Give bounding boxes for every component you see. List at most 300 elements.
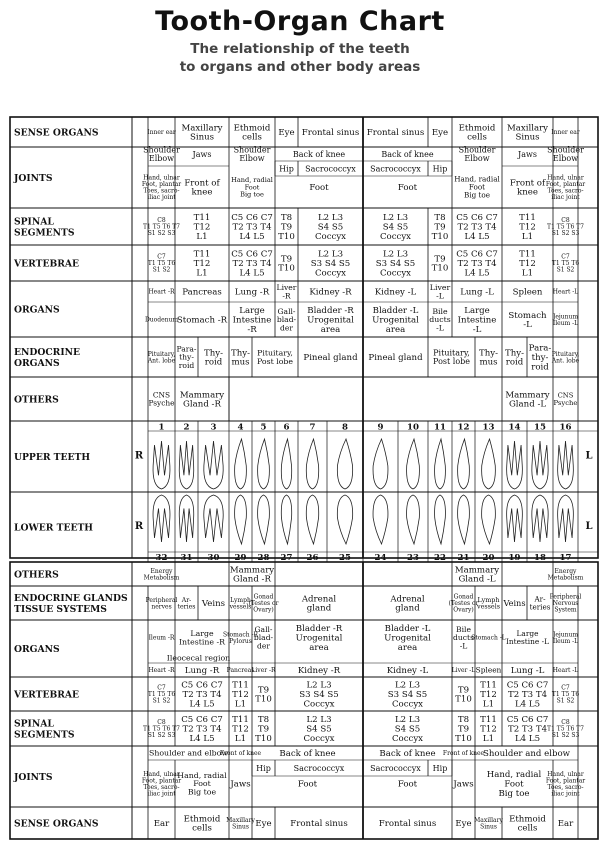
- top-joint-shoulder-elbow-2: Shoulder: [233, 145, 271, 155]
- bottom-organ-b-kidney-l-5: Kidney -L: [386, 666, 429, 677]
- bottom-spinal-c8-t1-t5-t6-t7-s1-s2-s3-0: S1 S2 S3: [147, 732, 176, 740]
- top-organ-a-kidney-l-5: Kidney -L: [374, 287, 417, 298]
- bottom-vert-t11-t12-l1-2: L1: [234, 699, 247, 710]
- top-spinal-t8-t9-t10-6: T10: [431, 231, 449, 242]
- bottom-joint-lower-hand-ulnar-foot-plantar-toes-sacro-iliac-joint-0: iliac joint: [147, 790, 176, 798]
- top-endo-thy-mus-3: Thy-: [230, 348, 251, 359]
- bottom-spinal-t8-t9-t10-3: T9: [257, 724, 270, 735]
- top-organ-a-liver-r-3: -R: [282, 291, 291, 301]
- top-spinal-t8-t9-t10-3: T8: [280, 213, 293, 224]
- bottom-spinal-c8-t1-t5-t6-t7-s1-s2-s3-0: T1 T5 T6 T7: [143, 725, 180, 733]
- top-spinal-l2-l3-s4-s5-coccyx-5: Coccyx: [379, 231, 412, 242]
- bottom-organ-b-liver-r-3: Liver -R: [251, 667, 276, 675]
- bottom-gland-ar-teries-1: teries: [177, 603, 196, 611]
- lower-tooth-27: [281, 495, 291, 544]
- bottom-gland-adrenal-gland-6: Adrenal: [390, 594, 425, 605]
- top-spinal-c5-c6-c7-t2-t3-t4-l4-l5-2: L4 L5: [239, 231, 265, 242]
- bottom-sense-maxillary-sinus-7: Maxillary: [474, 816, 503, 824]
- top-sense-eye-6: Eye: [431, 128, 449, 139]
- bottom-joint-lower-hand-ulnar-foot-plantar-toes-sacro-iliac-joint-0: Foot, plantar: [141, 777, 182, 785]
- upper-tooth-4: [235, 439, 247, 489]
- upper-tooth-1: [153, 441, 170, 489]
- bottom-spinal-t8-t9-t10-6: T9: [457, 724, 470, 735]
- bottom-organ-a-bile-ducts-l-6: Bile: [456, 624, 471, 634]
- bottom-spinal-t11-t12-l1-2: L1: [234, 733, 247, 744]
- bottom-spinal-c5-c6-c7-t2-t3-t4-l4-l5-8: T2 T3 T4: [507, 724, 548, 735]
- top-vert-l2-l3-s3-s4-s5-coccyx-5: S3 S4 S5: [375, 259, 416, 270]
- bottom-sense-ethmoid-cells-1: cells: [192, 823, 212, 834]
- bottom-sense-maxillary-sinus-2: Maxillary: [226, 816, 255, 824]
- lower-tooth-number-23: 23: [407, 553, 419, 563]
- upper-tooth-number-12: 12: [457, 422, 470, 433]
- top-endo-thy-roid-2: roid: [204, 357, 223, 368]
- bottom-spinal-t8-t9-t10-6: T10: [455, 733, 472, 744]
- bottom-others-energy-metabolism-3: Energy: [554, 567, 577, 575]
- top-endo-thy-mus-3: mus: [231, 357, 250, 368]
- label-upper-teeth: UPPER TEETH: [14, 452, 91, 463]
- top-sense-inner-ear-9: Inner ear: [551, 129, 580, 137]
- bottom-spinal-l2-l3-s4-s5-coccyx-5: L2 L3: [394, 715, 421, 726]
- top-others-mammary-gland-r-1: Gland -R: [183, 399, 221, 410]
- top-joint-shoulder-elbow-7: Elbow: [552, 154, 579, 164]
- bottom-organ-a-gall-blad-der-3: der: [257, 641, 270, 651]
- top-endo-para-thy-roid-10: Para-: [528, 343, 552, 354]
- bottom-joint-front-of-knee-4: Front of knee: [442, 750, 485, 758]
- top-joint-lower-hand-ulnar-foot-plantar-toes-sacro-iliac-joint-0: Toes, sacro-: [143, 187, 180, 195]
- bottom-spinal-l2-l3-s4-s5-coccyx-4: Coccyx: [303, 733, 335, 744]
- lower-tooth-32: [153, 495, 170, 542]
- upper-tooth-13: [482, 439, 496, 489]
- upper-tooth-5: [258, 439, 270, 489]
- top-organ-b-duodenum-0: Duodenum: [144, 316, 179, 324]
- bottom-gland-adrenal-gland-5: Adrenal: [301, 594, 337, 605]
- bottom-organ-a-ileum-r-0: Ileum -R: [148, 634, 175, 642]
- top-vert-c7-t1-t5-t6-s1-s2-0: T1 T5 T6: [147, 260, 176, 268]
- bottom-gland-veins-9: Veins: [503, 597, 526, 608]
- top-vert-t9-t10-3: T9: [280, 254, 293, 265]
- bottom-spinal-t11-t12-l1-2: T12: [232, 724, 249, 735]
- top-endo-thy-mus-8: mus: [479, 357, 498, 368]
- bottom-gland-adrenal-gland-6: gland: [395, 603, 420, 614]
- lower-tooth-number-22: 22: [434, 553, 446, 563]
- bottom-vert-c7-t1-t5-t6-s1-s2-9: C7: [561, 684, 570, 692]
- chart-subtitle-line1: The relationship of the teeth: [190, 41, 410, 57]
- bottom-gland-gonad-testes-or-ovary-7: Ovary): [453, 606, 474, 614]
- top-joint-lower-front-of-knee-1: Front of: [184, 178, 220, 189]
- upper-tooth-15: [532, 441, 548, 489]
- bottom-organ-a-large-intestine-r-1: Large: [190, 629, 214, 639]
- top-spinal-t8-t9-t10-6: T8: [434, 213, 446, 224]
- top-organ-a-pancreas-1: Pancreas: [182, 287, 222, 298]
- bottom-vert-c5-c6-c7-t2-t3-t4-l4-l5-1: L4 L5: [189, 699, 215, 710]
- label-spinal-top: SEGMENTS: [14, 227, 75, 239]
- top-spinal-t11-t12-l1-1: T11: [193, 213, 211, 224]
- bottom-organ-a-gall-blad-der-3: blad-: [253, 633, 274, 643]
- top-joint-lower-hand-ulnar-foot-plantar-toes-sacro-iliac-joint-7: iliac joint: [551, 193, 580, 201]
- top-organ-b-gall-blad-der-3: blad-: [276, 315, 297, 325]
- top-sense-maxillary-sinus-1: Maxillary: [181, 123, 223, 134]
- top-organ-b-gall-blad-der-3: Gall-: [277, 306, 296, 316]
- lower-tooth-23: [407, 495, 420, 544]
- top-others-cns-psyche-0: Psyche: [148, 398, 175, 408]
- bottom-spinal-t8-t9-t10-3: T8: [257, 715, 270, 726]
- label-sense-organs-top: SENSE ORGANS: [14, 127, 99, 139]
- lower-tooth-number-30: 30: [207, 553, 220, 563]
- top-vert-c5-c6-c7-t2-t3-t4-l4-l5-7: T2 T3 T4: [457, 259, 497, 270]
- bottom-sense-ethmoid-cells-1: Ethmoid: [183, 814, 221, 825]
- bottom-joint-lower-hand-ulnar-foot-plantar-toes-sacro-iliac-joint-0: Toes, sacro-: [143, 783, 180, 791]
- upper-side-l: L: [585, 450, 593, 462]
- top-joint-jaws-1: Jaws: [192, 149, 212, 159]
- top-joint-shoulder-elbow-7: Shoulder: [547, 145, 584, 155]
- label-sense-organs-bottom: SENSE ORGANS: [14, 818, 99, 830]
- bottom-joint-hip-sacrococcyx-1: Sacrococcyx: [293, 763, 345, 773]
- top-vert-c7-t1-t5-t6-s1-s2-9: S1 S2: [556, 266, 575, 274]
- top-spinal-c5-c6-c7-t2-t3-t4-l4-l5-7: L4 L5: [464, 231, 490, 242]
- top-spinal-c8-t1-t5-t6-t7-s1-s2-s3-9: C8: [561, 217, 570, 225]
- label-spinal-bottom: SEGMENTS: [14, 729, 75, 741]
- top-organ-a-kidney-r-4: Kidney -R: [309, 287, 352, 298]
- bottom-joint-lower-hand-radial-foot-big-toe-6: Hand, radial: [486, 770, 542, 781]
- top-endo-pituitary-ant-lobe-0: Pituitary,: [147, 350, 176, 358]
- top-spinal-c8-t1-t5-t6-t7-s1-s2-s3-9: S1 S2 S3: [551, 230, 580, 238]
- bottom-organ-a-bladder-r-urogenital-area-4: Bladder -R: [295, 624, 343, 635]
- top-joint-lower-hand-ulnar-foot-plantar-toes-sacro-iliac-joint-7: Toes, sacro-: [547, 187, 584, 195]
- top-endo-para-thy-roid-1: thy-: [179, 352, 194, 362]
- top-joint-lower-hand-ulnar-foot-plantar-toes-sacro-iliac-joint-0: Foot, plantar: [141, 180, 182, 188]
- bottom-gland-veins-2: Veins: [201, 599, 226, 610]
- lower-tooth-18: [532, 495, 548, 542]
- bottom-spinal-c8-t1-t5-t6-t7-s1-s2-s3-9: C8: [561, 719, 570, 727]
- bottom-spinal-t11-t12-l1-7: T12: [480, 724, 497, 735]
- top-vert-c5-c6-c7-t2-t3-t4-l4-l5-2: T2 T3 T4: [232, 259, 272, 270]
- top-vert-l2-l3-s3-s4-s5-coccyx-4: Coccyx: [314, 268, 347, 279]
- bottom-joint-lower-jaws-2: Jaws: [230, 779, 251, 790]
- bottom-vert-l2-l3-s3-s4-s5-coccyx-4: L2 L3: [306, 680, 332, 691]
- label-glands-bottom: ENDOCRINE GLANDS: [14, 593, 128, 604]
- bottom-joint-lower-foot-4: Foot: [397, 779, 418, 790]
- top-organ-b-bladder-l-urogenital-area-5: Urogenital: [372, 315, 419, 326]
- bottom-organ-a-gall-blad-der-3: Gall-: [254, 624, 273, 634]
- bottom-joint-back-of-knee-2: Back of knee: [279, 749, 336, 760]
- top-spinal-t11-t12-l1-1: L1: [196, 231, 208, 242]
- top-joint-hip-sacrococcyx-1: Sacrococcyx: [305, 164, 356, 174]
- bottom-spinal-l2-l3-s4-s5-coccyx-4: S4 S5: [306, 724, 332, 735]
- top-joint-shoulder-elbow-0: Elbow: [148, 154, 175, 164]
- bottom-organ-a-bladder-l-urogenital-area-5: area: [397, 642, 418, 653]
- upper-tooth-number-9: 9: [377, 422, 384, 433]
- top-organ-a-liver-r-3: Liver: [276, 283, 297, 293]
- bottom-organ-b-liver-l-6: Liver -L: [451, 667, 476, 675]
- lower-tooth-25: [337, 495, 352, 544]
- bottom-organ-a-stomach-r-pylorus-2: Stomach -R: [222, 631, 259, 639]
- top-endo-pituitary-ant-lobe-11: Pituitary,: [551, 350, 580, 358]
- lower-tooth-number-31: 31: [180, 553, 193, 563]
- bottom-others-energy-metabolism-3: Metabolism: [547, 574, 584, 582]
- bottom-organ-a-large-intestine-l-8: Intestine -L: [505, 637, 550, 647]
- lower-tooth-20: [482, 495, 496, 544]
- top-joint-lower-foot-3: Foot: [309, 183, 329, 194]
- bottom-joint-lower-hand-radial-foot-big-toe-1: Foot: [193, 779, 211, 789]
- top-organ-b-bladder-r-urogenital-area-4: Urogenital: [307, 315, 354, 326]
- top-others-mammary-gland-l-2: Gland -L: [508, 399, 547, 410]
- label-organs-bottom: ORGANS: [14, 644, 60, 655]
- top-others-mammary-gland-l-2: Mammary: [505, 390, 550, 401]
- bottom-organ-a-stomach-r-pylorus-2: Pylorus: [229, 637, 252, 645]
- upper-tooth-number-16: 16: [559, 422, 572, 433]
- bottom-others-mammary-gland-r-1: Gland -R: [233, 574, 271, 585]
- lower-tooth-24: [373, 495, 388, 544]
- bottom-vert-t11-t12-l1-7: T11: [480, 680, 497, 691]
- top-vert-c5-c6-c7-t2-t3-t4-l4-l5-7: L4 L5: [464, 268, 490, 279]
- bottom-organ-a-bladder-l-urogenital-area-5: Urogenital: [384, 633, 431, 644]
- lower-tooth-number-32: 32: [155, 553, 168, 563]
- bottom-joint-lower-hand-ulnar-foot-plantar-toes-sacro-iliac-joint-0: Hand, ulnar: [143, 770, 180, 778]
- lower-tooth-number-19: 19: [508, 553, 521, 563]
- bottom-spinal-t11-t12-l1-7: T11: [480, 715, 497, 726]
- top-vert-l2-l3-s3-s4-s5-coccyx-4: L2 L3: [317, 249, 344, 260]
- upper-tooth-6: [281, 439, 291, 489]
- upper-tooth-number-2: 2: [183, 422, 190, 433]
- bottom-organ-b-kidney-r-4: Kidney -R: [297, 666, 341, 677]
- top-endo-pituitary-post-lobe-4: Pituitary,: [257, 348, 293, 358]
- top-organ-a-lung-l-7: Lung -L: [460, 287, 494, 298]
- top-joint-hip-sacrococcyx-2: Sacrococcyx: [370, 164, 421, 174]
- top-organ-b-bladder-l-urogenital-area-5: Bladder -L: [372, 306, 419, 317]
- top-vert-c7-t1-t5-t6-s1-s2-0: S1 S2: [152, 266, 171, 274]
- bottom-joint-back-of-knee-3: Back of knee: [379, 749, 436, 760]
- top-organ-b-jejunum-ileum-l-9: Jejunum: [552, 313, 579, 321]
- bottom-sense-ear-0: Ear: [153, 819, 170, 830]
- top-others-cns-psyche-0: CNS: [152, 390, 171, 400]
- bottom-organ-a-jejunum-ileum-l-9: Jejunum: [552, 631, 579, 639]
- bottom-vert-t9-t10-6: T10: [455, 694, 472, 705]
- label-organs-top: ORGANS: [14, 304, 60, 316]
- upper-tooth-7: [306, 439, 318, 489]
- lower-tooth-31: [179, 495, 193, 542]
- bottom-vert-l2-l3-s3-s4-s5-coccyx-5: L2 L3: [394, 680, 421, 691]
- top-vert-t11-t12-l1-1: T11: [193, 249, 211, 260]
- bottom-joint-lower-hand-ulnar-foot-plantar-toes-sacro-iliac-joint-7: Hand, ulnar: [547, 770, 584, 778]
- top-spinal-c5-c6-c7-t2-t3-t4-l4-l5-7: T2 T3 T4: [457, 222, 497, 233]
- upper-tooth-2: [179, 441, 193, 489]
- top-organ-b-bile-ducts-l-6: -L: [436, 323, 444, 333]
- bottom-sense-frontal-sinus-4: Frontal sinus: [290, 819, 348, 830]
- upper-tooth-number-3: 3: [210, 422, 217, 433]
- bottom-spinal-c8-t1-t5-t6-t7-s1-s2-s3-9: T1 T5 T6 T7: [547, 725, 584, 733]
- label-glands-bottom: TISSUE SYSTEMS: [14, 604, 107, 615]
- bottom-gland-peripheral-nervous-system-11: System: [554, 606, 577, 614]
- top-vert-t11-t12-l1-1: L1: [196, 268, 208, 279]
- top-joint-lower-front-of-knee-6: knee: [517, 187, 538, 198]
- bottom-spinal-t11-t12-l1-7: L1: [482, 733, 495, 744]
- top-organ-b-bile-ducts-l-6: Bile: [432, 306, 448, 316]
- upper-tooth-number-1: 1: [158, 422, 165, 433]
- bottom-joint-lower-foot-3: Foot: [297, 779, 318, 790]
- bottom-ileocecal-region: Ileocecal region: [166, 653, 231, 663]
- upper-tooth-3: [204, 441, 223, 489]
- top-endo-pineal-gland-5: Pineal gland: [303, 353, 358, 364]
- bottom-vert-c5-c6-c7-t2-t3-t4-l4-l5-8: L4 L5: [514, 699, 541, 710]
- top-spinal-l2-l3-s4-s5-coccyx-4: Coccyx: [314, 231, 347, 242]
- bottom-joint-hip-hip-0: Hip: [256, 763, 271, 773]
- bottom-gland-peripheral-nerves-0: nerves: [151, 603, 172, 611]
- top-organ-b-stomach-l-8: Stomach: [508, 310, 547, 321]
- top-joint-shoulder-elbow-5: Elbow: [464, 154, 490, 164]
- bottom-spinal-t8-t9-t10-3: T10: [255, 733, 272, 744]
- top-sense-frontal-sinus-4: Frontal sinus: [301, 128, 360, 139]
- top-spinal-l2-l3-s4-s5-coccyx-5: L2 L3: [382, 213, 409, 224]
- bottom-organ-a-bladder-l-urogenital-area-5: Bladder -L: [384, 624, 431, 635]
- lower-tooth-number-28: 28: [257, 553, 270, 563]
- top-vert-t11-t12-l1-8: T12: [519, 259, 536, 270]
- top-joint-lower-hand-radial-foot-big-toe-5: Foot: [468, 182, 486, 192]
- upper-tooth-8: [337, 439, 352, 489]
- top-organ-b-large-intestine-r-2: Intestine: [232, 315, 272, 326]
- top-endo-para-thy-roid-1: roid: [178, 360, 195, 370]
- top-spinal-c8-t1-t5-t6-t7-s1-s2-s3-0: T1 T5 T6 T7: [143, 223, 180, 231]
- bottom-vert-t11-t12-l1-2: T11: [232, 680, 249, 691]
- bottom-gland-gonad-testes-or-ovary-4: Gonad: [253, 593, 274, 601]
- bottom-vert-c5-c6-c7-t2-t3-t4-l4-l5-8: C5 C6 C7: [506, 680, 549, 691]
- bottom-others-energy-metabolism-0: Energy: [150, 567, 173, 575]
- bottom-vert-c7-t1-t5-t6-s1-s2-0: T1 T5 T6: [147, 691, 176, 699]
- top-joint-back-of-knee-4: Back of knee: [381, 149, 434, 159]
- lower-tooth-30: [204, 495, 223, 542]
- top-organ-a-lung-r-2: Lung -R: [234, 287, 270, 298]
- top-endo-para-thy-roid-1: Para-: [176, 344, 197, 354]
- bottom-joint-lower-jaws-5: Jaws: [453, 779, 474, 790]
- lower-side-l: L: [585, 521, 593, 532]
- top-vert-t9-t10-6: T9: [434, 254, 446, 265]
- upper-tooth-number-14: 14: [508, 422, 521, 433]
- bottom-organ-a-stomach-l-7: Stomach -L: [471, 634, 506, 642]
- bottom-vert-t11-t12-l1-7: T12: [480, 690, 497, 701]
- chart-subtitle-line2: to organs and other body areas: [179, 59, 421, 75]
- top-sense-ethmoid-cells-7: Ethmoid: [458, 123, 496, 134]
- label-endocrine-top: ORGANS: [14, 358, 60, 369]
- top-spinal-t11-t12-l1-8: L1: [521, 231, 534, 242]
- top-organ-b-stomach-l-8: -L: [523, 320, 532, 331]
- bottom-organ-b-pancreas-2: Pancreas: [226, 667, 255, 675]
- top-organ-b-bile-ducts-l-6: ducts: [429, 315, 451, 325]
- top-endo-thy-roid-2: Thy-: [203, 348, 224, 359]
- top-vert-c5-c6-c7-t2-t3-t4-l4-l5-2: L4 L5: [239, 268, 265, 279]
- label-spinal-bottom: SPINAL: [14, 718, 54, 730]
- top-organ-b-large-intestine-l-7: Large: [464, 306, 490, 317]
- bottom-gland-lymph-vessels-8: vessels: [476, 602, 501, 611]
- top-others-cns-psyche-3: CNS: [557, 391, 574, 400]
- bottom-organ-a-jejunum-ileum-l-9: Ileum -L: [552, 637, 579, 645]
- bottom-vert-l2-l3-s3-s4-s5-coccyx-5: S3 S4 S5: [387, 690, 428, 701]
- bottom-others-mammary-gland-l-2: Gland -L: [458, 574, 496, 585]
- bottom-organ-b-lung-l-8: Lung -L: [510, 666, 545, 677]
- upper-tooth-number-10: 10: [407, 422, 419, 433]
- bottom-gland-lymph-vessels-3: Lymph: [230, 596, 251, 604]
- label-vertebrae-bottom: VERTEBRAE: [14, 689, 79, 701]
- bottom-spinal-c5-c6-c7-t2-t3-t4-l4-l5-1: T2 T3 T4: [182, 724, 222, 735]
- top-organ-a-heart-l-9: Heart -L: [552, 288, 579, 296]
- top-spinal-c8-t1-t5-t6-t7-s1-s2-s3-9: T1 T5 T6 T7: [547, 223, 584, 231]
- top-endo-pituitary-post-lobe-4: Post lobe: [256, 356, 294, 366]
- top-joint-lower-hand-radial-foot-big-toe-2: Foot: [244, 183, 260, 192]
- bottom-vert-l2-l3-s3-s4-s5-coccyx-5: Coccyx: [391, 699, 424, 710]
- top-sense-maxillary-sinus-8: Maxillary: [506, 123, 549, 134]
- bottom-organ-a-bile-ducts-l-6: ducts: [453, 633, 474, 643]
- lower-tooth-number-27: 27: [280, 553, 293, 563]
- bottom-sense-ethmoid-cells-8: Ethmoid: [509, 814, 546, 825]
- bottom-organ-a-bile-ducts-l-6: -L: [459, 641, 468, 651]
- top-others-cns-psyche-3: Psyche: [553, 399, 578, 408]
- top-joint-lower-hand-radial-foot-big-toe-5: Hand, radial: [454, 174, 500, 184]
- lower-tooth-number-25: 25: [339, 553, 351, 563]
- chart-title: Tooth-Organ Chart: [155, 6, 445, 37]
- bottom-spinal-l2-l3-s4-s5-coccyx-5: S4 S5: [394, 724, 421, 735]
- upper-tooth-11: [435, 439, 446, 489]
- label-endocrine-top: ENDOCRINE: [14, 347, 81, 358]
- upper-tooth-16: [558, 441, 574, 489]
- bottom-joint-hip-hip-3: Hip: [432, 763, 448, 773]
- top-sense-inner-ear-0: Inner ear: [147, 129, 176, 137]
- bottom-gland-gonad-testes-or-ovary-4: Ovary): [253, 606, 274, 614]
- top-vert-t11-t12-l1-8: L1: [521, 268, 534, 279]
- top-spinal-l2-l3-s4-s5-coccyx-4: S4 S5: [317, 222, 344, 233]
- label-joints-bottom: JOINTS: [14, 772, 53, 783]
- top-vert-c5-c6-c7-t2-t3-t4-l4-l5-2: C5 C6 C7: [231, 249, 273, 260]
- bottom-vert-l2-l3-s3-s4-s5-coccyx-4: S3 S4 S5: [299, 690, 339, 701]
- upper-tooth-9: [373, 439, 388, 489]
- top-spinal-c8-t1-t5-t6-t7-s1-s2-s3-0: C8: [157, 217, 166, 225]
- top-spinal-l2-l3-s4-s5-coccyx-5: S4 S5: [382, 222, 409, 233]
- bottom-gland-ar-teries-1: Ar-: [181, 596, 192, 604]
- bottom-spinal-c5-c6-c7-t2-t3-t4-l4-l5-1: L4 L5: [189, 733, 215, 744]
- lower-tooth-22: [435, 495, 446, 544]
- top-spinal-t11-t12-l1-8: T11: [519, 213, 536, 224]
- top-endo-pituitary-ant-lobe-0: Ant. lobe: [147, 357, 176, 365]
- top-endo-pineal-gland-6: Pineal gland: [368, 353, 423, 364]
- top-organ-b-bladder-l-urogenital-area-5: area: [385, 324, 406, 335]
- top-vert-t11-t12-l1-8: T11: [519, 249, 536, 260]
- top-sense-eye-3: Eye: [278, 128, 295, 139]
- label-others-top: OTHERS: [14, 394, 59, 406]
- bottom-organ-b-lung-r-1: Lung -R: [184, 666, 220, 677]
- lower-tooth-number-18: 18: [534, 553, 546, 563]
- lower-tooth-number-29: 29: [234, 553, 247, 563]
- top-sense-maxillary-sinus-8: Sinus: [515, 132, 540, 143]
- bottom-gland-gonad-testes-or-ovary-4: (Testes or: [248, 600, 279, 608]
- top-endo-para-thy-roid-10: thy-: [531, 353, 549, 364]
- bottom-gland-ar-teries-10: teries: [529, 602, 551, 612]
- bottom-others-energy-metabolism-0: Metabolism: [143, 574, 180, 582]
- top-spinal-c5-c6-c7-t2-t3-t4-l4-l5-2: T2 T3 T4: [232, 222, 272, 233]
- top-endo-pituitary-post-lobe-7: Pituitary,: [433, 348, 470, 358]
- bottom-vert-c7-t1-t5-t6-s1-s2-9: T1 T5 T6: [551, 691, 580, 699]
- lower-tooth-28: [258, 495, 270, 544]
- bottom-gland-ar-teries-10: Ar-: [534, 594, 546, 604]
- label-joints-top: JOINTS: [14, 173, 53, 184]
- top-endo-para-thy-roid-10: roid: [531, 362, 549, 373]
- bottom-joint-lower-hand-ulnar-foot-plantar-toes-sacro-iliac-joint-7: Toes, sacro-: [547, 783, 584, 791]
- lower-tooth-21: [458, 495, 470, 544]
- top-vert-t9-t10-6: T10: [431, 263, 449, 274]
- bottom-gland-lymph-vessels-3: vessels: [229, 603, 252, 611]
- bottom-spinal-l2-l3-s4-s5-coccyx-4: L2 L3: [306, 715, 332, 726]
- bottom-joint-shoulder-and-elbow-5: Shoulder and elbow: [482, 749, 571, 760]
- top-sense-ethmoid-cells-2: Ethmoid: [233, 123, 271, 134]
- top-joint-shoulder-elbow-0: Shoulder: [143, 145, 180, 155]
- lower-tooth-26: [306, 495, 318, 544]
- bottom-joint-lower-hand-ulnar-foot-plantar-toes-sacro-iliac-joint-7: iliac joint: [551, 790, 580, 798]
